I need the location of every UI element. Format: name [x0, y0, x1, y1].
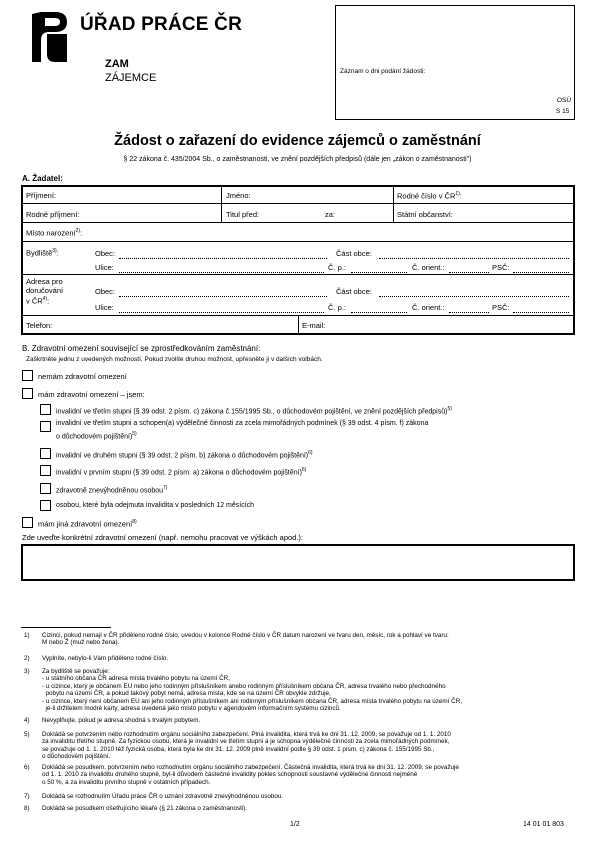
stamp-osu: OSÚ: [557, 97, 572, 104]
label-psc: PSČ:: [492, 263, 510, 272]
stamp-s15: S 15: [556, 108, 570, 115]
form-code: ZAM: [105, 58, 129, 70]
checkbox-has-limitation[interactable]: [22, 388, 33, 399]
label-bydliste: Bydliště$^{3)}$:: [26, 248, 59, 258]
org-name: ÚŘAD PRÁCE ČR: [80, 14, 242, 35]
form-number: 14 01 01 803: [523, 821, 564, 828]
option-no-limitation: nemám zdravotní omezení: [38, 372, 127, 381]
checkbox-invalid-3[interactable]: [40, 404, 51, 415]
stamp-label: Záznam o dni podání žádosti:: [340, 68, 426, 75]
label-misto-narozeni: Místo narození$^{2)}$:: [26, 228, 83, 238]
label-cp: Č. p.:: [328, 263, 346, 272]
footnote-line: je-li držitelem modré karty, adresa uvedená jako místo pobytu v agendovém informačním systému cizinců.: [42, 705, 341, 713]
checkbox-invalid-3-schopen[interactable]: [40, 421, 51, 432]
footnote-line: - u cizince, který není občanem EU ani jeho rodinným příslušníkem ani rodinným příslušníkem občana ČR, adresa místa trvalého pobytu na území ČR,: [42, 697, 462, 705]
footnote-line: za invaliditu třetího stupně. Za fyzickou osobu, která je invalidní ve třetím stupni a je schopna výdělečné činnosti za zcela mimořádných podmínek,: [42, 738, 450, 746]
label-corient-2: Č. orient.:: [412, 303, 445, 312]
option-other-limitation: mám jiná zdravotní omezení$^{8)}$: [38, 519, 137, 529]
footnote-number: 1): [24, 632, 30, 639]
footnote-line: o 50 %, a za invaliditu prvního stupně v ostatních případech.: [42, 778, 211, 786]
checkbox-odejmuta-invalidita[interactable]: [40, 500, 51, 511]
label-cast-obce-2: Část obce:: [336, 287, 372, 296]
label-adresa-doruceni: Adresa pro doručování v ČR$^{4)}$:: [26, 277, 64, 306]
footnote-text: [42, 793, 572, 800]
label-email: E-mail:: [302, 321, 326, 330]
label-psc-2: PSČ:: [492, 303, 510, 312]
option-invalid-1: invalidní v prvním stupni (§ 39 odst. 2 písm. a) zákona o důchodovém pojištění)$^{6)}$: [56, 467, 307, 477]
footnote-number: 5): [24, 731, 30, 738]
filing-stamp-box[interactable]: [335, 5, 575, 120]
section-b-heading: B. Zdravotní omezení související se zprostředkováním zaměstnání:: [22, 344, 261, 353]
page-title: Žádost o zařazení do evidence zájemců o zaměstnání: [114, 133, 481, 149]
footnote-line: se považuje od 1. 1. 2010 též fyzická osoba, která byla ke dni 31. 12. 2009 plně invalidní podle § 39 odst. 1 písm. c) zákona č. 155/1995 Sb.,: [42, 745, 435, 753]
footnote-text: [42, 805, 572, 812]
footnote-number: 2): [24, 655, 30, 662]
applicant-table: [21, 185, 575, 335]
footnote-line: Dokládá se potvrzením nebo rozhodnutím orgánu sociálního zabezpečení. Plná invalidita, která trvá ke dni 31. 12. 2009, se považuje od 1. 1. 2010: [42, 731, 451, 738]
footnote-line: Za bydliště se považuje:: [42, 668, 110, 675]
label-rodne-cislo: Rodné číslo v ČR$^{1)}$:: [397, 191, 462, 201]
footnote-separator: [21, 627, 111, 628]
footnote-line: Dokládá se rozhodnutím Úřadu práce ČR o uznání zdravotně znevýhodněnou osobou.: [42, 793, 284, 800]
checkbox-znevyhodneny[interactable]: [40, 483, 51, 494]
form-subtype: ZÁJEMCE: [105, 72, 157, 84]
footnote-line: Dokládá se posudkem, potvrzením nebo rozhodnutím orgánu sociálního zabezpečení. Částečná invalidita, která trvá ke dni 31. 12. 2009, se považuje: [42, 764, 459, 771]
footnote-line: Vyplníte, nebylo-li Vám přiděleno rodné číslo.: [42, 655, 169, 662]
footnote-line: M nebo Ž (muž nebo žena).: [42, 639, 120, 647]
footnote-text: [42, 655, 572, 662]
footnote-number: 8): [24, 805, 30, 812]
checkbox-no-limitation[interactable]: [22, 370, 33, 381]
option-odejmuta-invalidita: osobou, které byla odejmuta invalidita v posledních 12 měsících: [56, 502, 255, 509]
page-subtitle: § 22 zákona č. 435/2004 Sb., o zaměstnanosti, ve znění pozdějších předpisů (dále jen „zákon o zaměstnanosti"): [123, 156, 472, 163]
label-rodne-prijmeni: Rodné příjmení:: [26, 210, 80, 219]
label-ulice-2: Ulice:: [95, 303, 114, 312]
label-prijmeni: Příjmení:: [26, 191, 57, 200]
label-obec: Obec:: [95, 249, 116, 258]
footnote-line: Cizinci, pokud nemají v ČR přiděleno rodné číslo, uvedou v kolonce Rodné číslo v ČR datum narození ve tvaru den, měsíc, rok a pohlaví ve tvaru:: [42, 632, 449, 639]
label-corient: Č. orient.:: [412, 263, 445, 272]
option-invalid-2: invalidní ve druhém stupni (§ 39 odst. 2 písm. b) zákona o důchodovém pojištění)$^{6)}$: [56, 450, 313, 460]
checkbox-invalid-1[interactable]: [40, 465, 51, 476]
footnote-line: pobytu na území ČR, a pokud takový pobyt nemá, adresa místa, kde se na území ČR obvykle zdržuje,: [42, 690, 331, 698]
footnote-text: [42, 668, 572, 712]
label-cp-2: Č. p.:: [328, 303, 346, 312]
label-jmeno: Jméno:: [226, 191, 251, 200]
footnote-line: - u cizince, který je občanem EU nebo jeho rodinným příslušníkem anebo rodinným příslušníkem občana ČR, adresa trvalého nebo přechodného: [42, 682, 446, 690]
label-statni-obcanstvi: Státní občanství:: [397, 210, 453, 219]
footnote-number: 3): [24, 668, 30, 675]
label-cast-obce: Část obce:: [336, 249, 372, 258]
footnote-line: o důchodovém pojištění.: [42, 753, 111, 761]
label-titul-za: za:: [325, 210, 336, 219]
footnote-line: Nevyplňujte, pokud je adresa shodná s trvalým pobytem.: [42, 717, 201, 724]
label-obec-2: Obec:: [95, 287, 116, 296]
option-invalid-3: invalidní ve třetím stupni (§ 39 odst. 2 písm. c) zákona č.155/1995 Sb., o důchodovém pojištění, ve znění pozdějších předpisů)$^{5)}$: [56, 406, 452, 416]
checkbox-other-limitation[interactable]: [22, 517, 33, 528]
label-titul-pred: Titul před:: [226, 210, 260, 219]
limitation-textbox[interactable]: [21, 544, 575, 581]
section-a-heading: A. Žadatel:: [22, 174, 63, 183]
option-invalid-3-schopen: invalidní ve třetím stupni a schopen(a) výdělečné činnosti za zcela mimořádných podmínek (§ 39 odst. 4 písm. f) zákona o důchodovém pojištění)$^{5)}$: [56, 420, 429, 441]
urad-prace-logo: [27, 10, 73, 66]
textbox-label: Zde uveďte konkrétní zdravotní omezení (např. nemohu pracovat ve výškách apod.):: [22, 533, 304, 542]
footnote-line: Dokládá se posudkem ošetřujícího lékaře (§ 21 zákona o zaměstnanosti).: [42, 805, 248, 812]
footnote-number: 7): [24, 793, 30, 800]
option-znevyhodneny: zdravotně znevýhodněnou osobou$^{7)}$: [56, 485, 168, 495]
footnote-text: [42, 764, 572, 786]
checkbox-invalid-2[interactable]: [40, 448, 51, 459]
footnote-number: 6): [24, 764, 30, 771]
footnote-text: [42, 717, 572, 724]
section-b-instruction: Zaškrtněte jednu z uvedených možností. Pokud zvolíte druhou možnost, upřesněte ji v dalších volbách.: [26, 356, 323, 363]
footnote-line: - u státního občana ČR adresa místa trvalého pobytu na území ČR,: [42, 675, 230, 683]
option-has-limitation: mám zdravotní omezení – jsem:: [38, 390, 145, 399]
footnote-line: od 1. 1. 2010 za invaliditu druhého stupně, byl-li důvodem částečné invalidity pokles schopnosti soustavné výdělečné činnosti nejméně: [42, 771, 418, 779]
footnote-text: [42, 632, 572, 647]
footnote-number: 4): [24, 717, 30, 724]
label-telefon: Telefon:: [26, 321, 53, 330]
page-number: 1/2: [290, 821, 300, 828]
footnote-text: [42, 731, 572, 761]
label-ulice: Ulice:: [95, 263, 114, 272]
